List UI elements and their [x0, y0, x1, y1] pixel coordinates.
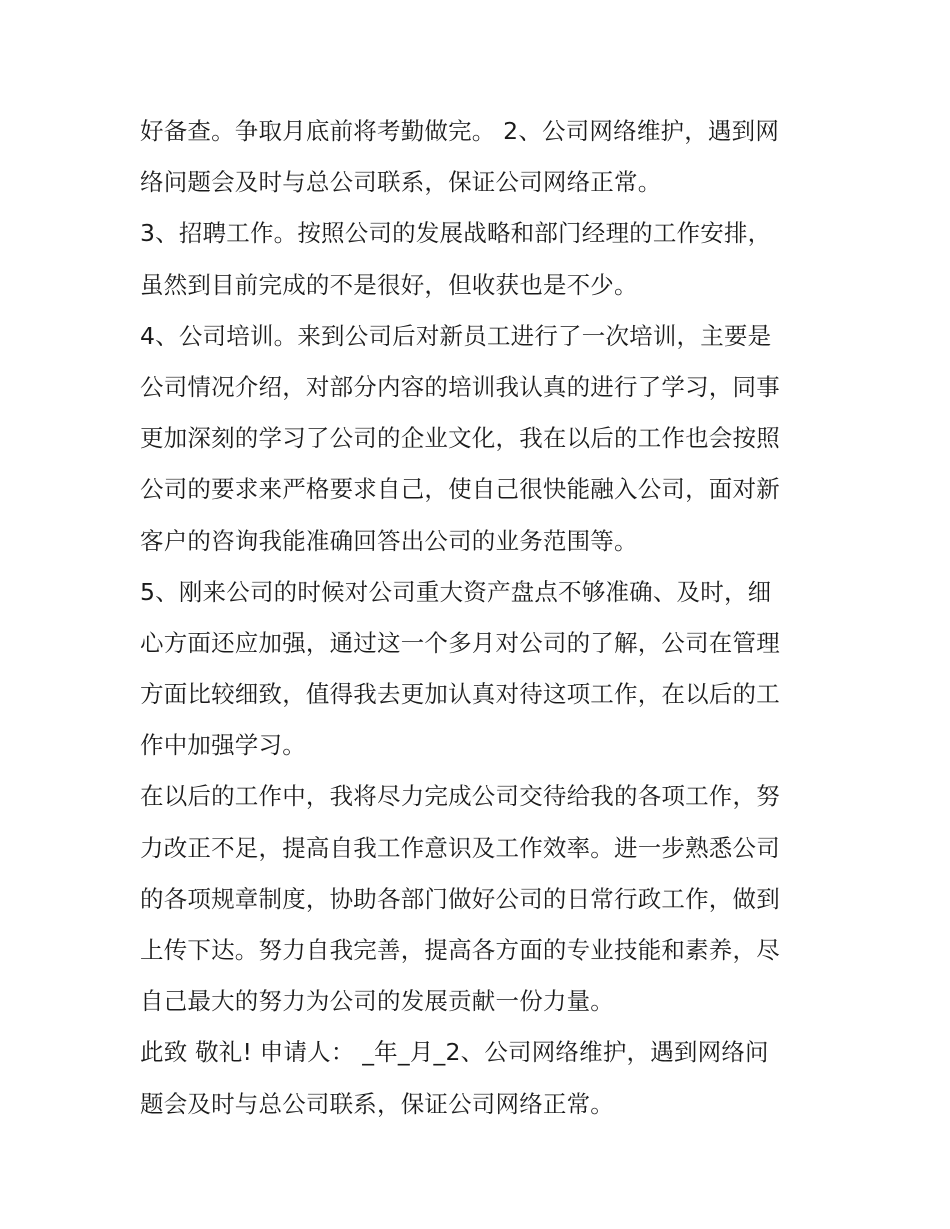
document-body [140, 106, 820, 1130]
text-line: 的各项规章制度，协助各部门做好公司的日常行政工作，做到 [140, 884, 780, 913]
text-line: 客户的咨询我能准确回答出公司的业务范围等。 [140, 526, 638, 555]
text-line: 此致 敬礼! 申请人： _年_月_2、公司网络维护，遇到网络问 [140, 1038, 769, 1067]
text-line: 题会及时与总公司联系，保证公司网络正常。 [140, 1089, 614, 1118]
text-line: 上传下达。努力自我完善，提高各方面的专业技能和素养，尽 [140, 936, 780, 964]
text-line: 自己最大的努力为公司的发展贡献一份力量。 [140, 987, 614, 1016]
text-line: 3、招聘工作。按照公司的发展战略和部门经理的工作安排， [140, 219, 772, 248]
text-line: 络问题会及时与总公司联系，保证公司网络正常。 [140, 168, 662, 197]
text-line: 在以后的工作中，我将尽力完成公司交待给我的各项工作，努 [140, 782, 780, 811]
text-line: 好备查。争取月底前将考勤做完。 2、公司网络维护，遇到网 [140, 117, 780, 145]
text-line: 方面比较细致，值得我去更加认真对待这项工作，在以后的工 [140, 680, 780, 709]
text-line: 5、刚来公司的时候对公司重大资产盘点不够准确、及时，细 [140, 577, 772, 606]
text-line: 4、公司培训。来到公司后对新员工进行了一次培训，主要是 [140, 321, 772, 350]
text-line: 公司情况介绍，对部分内容的培训我认真的进行了学习，同事 [140, 372, 780, 401]
text-line: 虽然到目前完成的不是很好，但收获也是不少。 [140, 270, 638, 299]
text-line: 心方面还应加强，通过这一个多月对公司的了解，公司在管理 [140, 628, 780, 657]
text-line: 公司的要求来严格要求自己，使自己很快能融入公司，面对新 [140, 475, 780, 504]
text-line: 力改正不足，提高自我工作意识及工作效率。进一步熟悉公司 [140, 833, 780, 862]
text-line: 作中加强学习。 [140, 731, 306, 760]
text-line: 更加深刻的学习了公司的企业文化，我在以后的工作也会按照 [140, 424, 780, 453]
